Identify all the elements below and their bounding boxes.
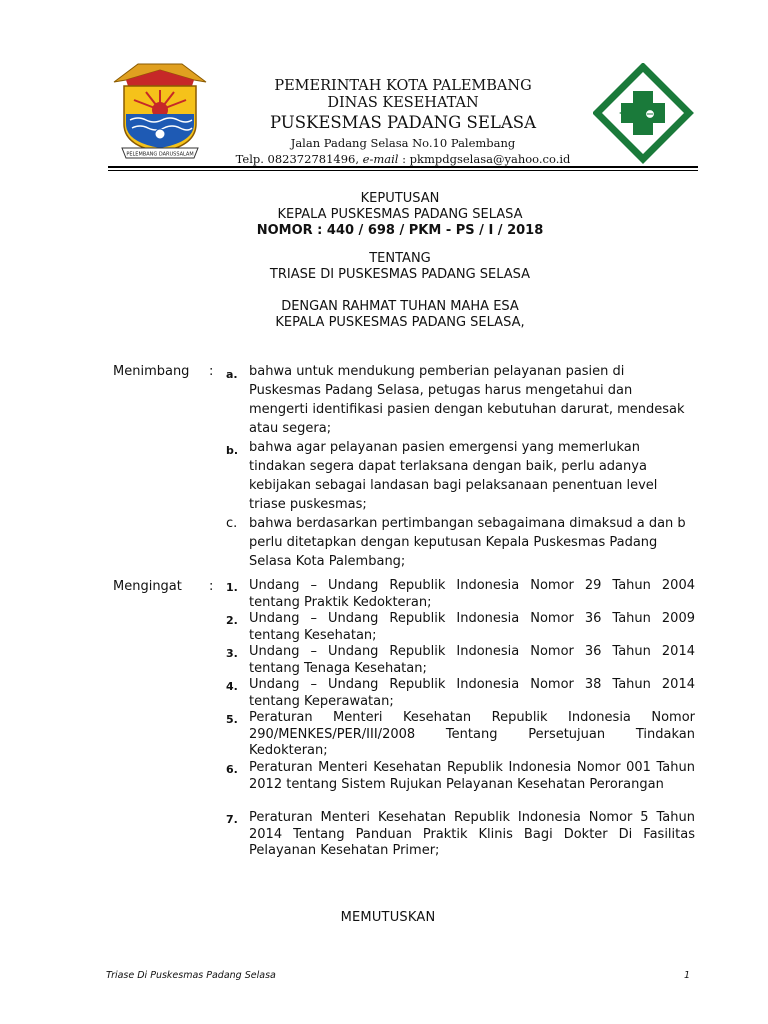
item-marker: 5.	[226, 713, 238, 726]
page-number: 1	[684, 970, 691, 981]
decree-label: KEPUTUSAN	[360, 191, 440, 206]
letterhead	[215, 78, 591, 167]
item-marker: 1.	[226, 581, 238, 594]
puskesmas-logo-icon	[593, 63, 694, 164]
decree-preamble	[150, 299, 650, 331]
mengingat-item	[226, 611, 700, 644]
decree-heading	[150, 191, 650, 239]
menimbang-item	[226, 438, 700, 514]
item-text: bahwa untuk mendukung pemberian pelayanan pasien di Puskesmas Padang Selasa, petugas harus mengetahui dan mengerti identifikasi pasien dengan kebutuhan darurat, mendesak atau segera;	[249, 364, 685, 436]
mengingat-item	[226, 677, 700, 710]
mengingat-item	[226, 578, 700, 611]
mengingat-item	[226, 710, 700, 760]
tentang-label: TENTANG	[369, 251, 431, 266]
item-marker: 3.	[226, 647, 238, 660]
kepala-text: KEPALA PUSKESMAS PADANG SELASA,	[275, 315, 525, 330]
mengingat-colon: :	[209, 579, 214, 594]
item-marker: 4.	[226, 680, 238, 693]
item-text: Peraturan Menteri Kesehatan Republik Indonesia Nomor 290/MENKES/PER/III/2008 Tentang Persetujuan Tindakan Kedokteran;	[249, 710, 695, 758]
menimbang-item	[226, 362, 700, 438]
mengingat-item	[226, 644, 700, 677]
item-marker: c.	[226, 516, 238, 531]
item-text: bahwa agar pelayanan pasien emergensi yang memerlukan tindakan segera dapat terlaksana dengan baik, perlu adanya kebijakan sebagai landasan bagi pelaksanaan penentuan level triase puskesmas;	[249, 440, 658, 512]
item-text: Undang – Undang Republik Indonesia Nomor 36 Tahun 2014 tentang Tenaga Kesehatan;	[249, 644, 695, 676]
memutuskan-heading: MEMUTUSKAN	[340, 910, 436, 925]
item-marker: 2.	[226, 614, 238, 627]
subject-text: TRIASE DI PUSKESMAS PADANG SELASA	[269, 267, 531, 282]
letterhead-institution: PUSKESMAS PADANG SELASA	[269, 113, 536, 132]
mengingat-item	[226, 810, 700, 860]
item-text: Undang – Undang Republik Indonesia Nomor 38 Tahun 2014 tentang Keperawatan;	[249, 677, 695, 709]
menimbang-item	[226, 514, 700, 571]
item-marker: b.	[226, 444, 239, 457]
item-text: Peraturan Menteri Kesehatan Republik Indonesia Nomor 5 Tahun 2014 Tentang Panduan Praktik Klinis Bagi Dokter Di Fasilitas Pelayanan Kesehatan Primer;	[249, 810, 695, 858]
letterhead-agency: DINAS KESEHATAN	[327, 95, 479, 111]
menimbang-colon: :	[209, 364, 214, 379]
palembang-emblem-icon	[108, 60, 212, 164]
item-text: bahwa berdasarkan pertimbangan sebagaimana dimaksud a dan b perlu ditetapkan dengan keputusan Kepala Puskesmas Padang Selasa Kota Palembang;	[249, 516, 686, 569]
letterhead-contact: Telp. 082372781496, e-mail : pkmpdgselasa@yahoo.co.id	[235, 152, 571, 166]
rahmat-text: DENGAN RAHMAT TUHAN MAHA ESA	[281, 299, 519, 314]
decree-subject	[150, 251, 650, 283]
menimbang-label: Menimbang	[113, 364, 190, 379]
mengingat-label: Mengingat	[113, 579, 182, 594]
letterhead-divider	[108, 166, 698, 168]
svg-text:PELEMBANG DARUSSALAM: PELEMBANG DARUSSALAM	[126, 151, 194, 158]
letterhead-divider-thin	[108, 170, 698, 171]
letterhead-address: Jalan Padang Selasa No.10 Palembang	[290, 136, 516, 150]
decree-issuer: KEPALA PUSKESMAS PADANG SELASA	[277, 207, 523, 222]
item-text: Undang – Undang Republik Indonesia Nomor 29 Tahun 2004 tentang Praktik Kedokteran;	[249, 578, 695, 610]
footer-title: Triase Di Puskesmas Padang Selasa	[106, 970, 276, 981]
letterhead-government: PEMERINTAH KOTA PALEMBANG	[274, 78, 532, 94]
mengingat-item	[226, 760, 700, 793]
item-marker: 7.	[226, 813, 238, 826]
item-text: Peraturan Menteri Kesehatan Republik Indonesia Nomor 001 Tahun 2012 tentang Sistem Rujukan Pelayanan Kesehatan Perorangan	[249, 760, 695, 792]
item-marker: 6.	[226, 763, 238, 776]
decree-number: NOMOR : 440 / 698 / PKM - PS / I / 2018	[256, 223, 544, 238]
item-marker: a.	[226, 368, 238, 381]
item-text: Undang – Undang Republik Indonesia Nomor 36 Tahun 2009 tentang Kesehatan;	[249, 611, 695, 643]
